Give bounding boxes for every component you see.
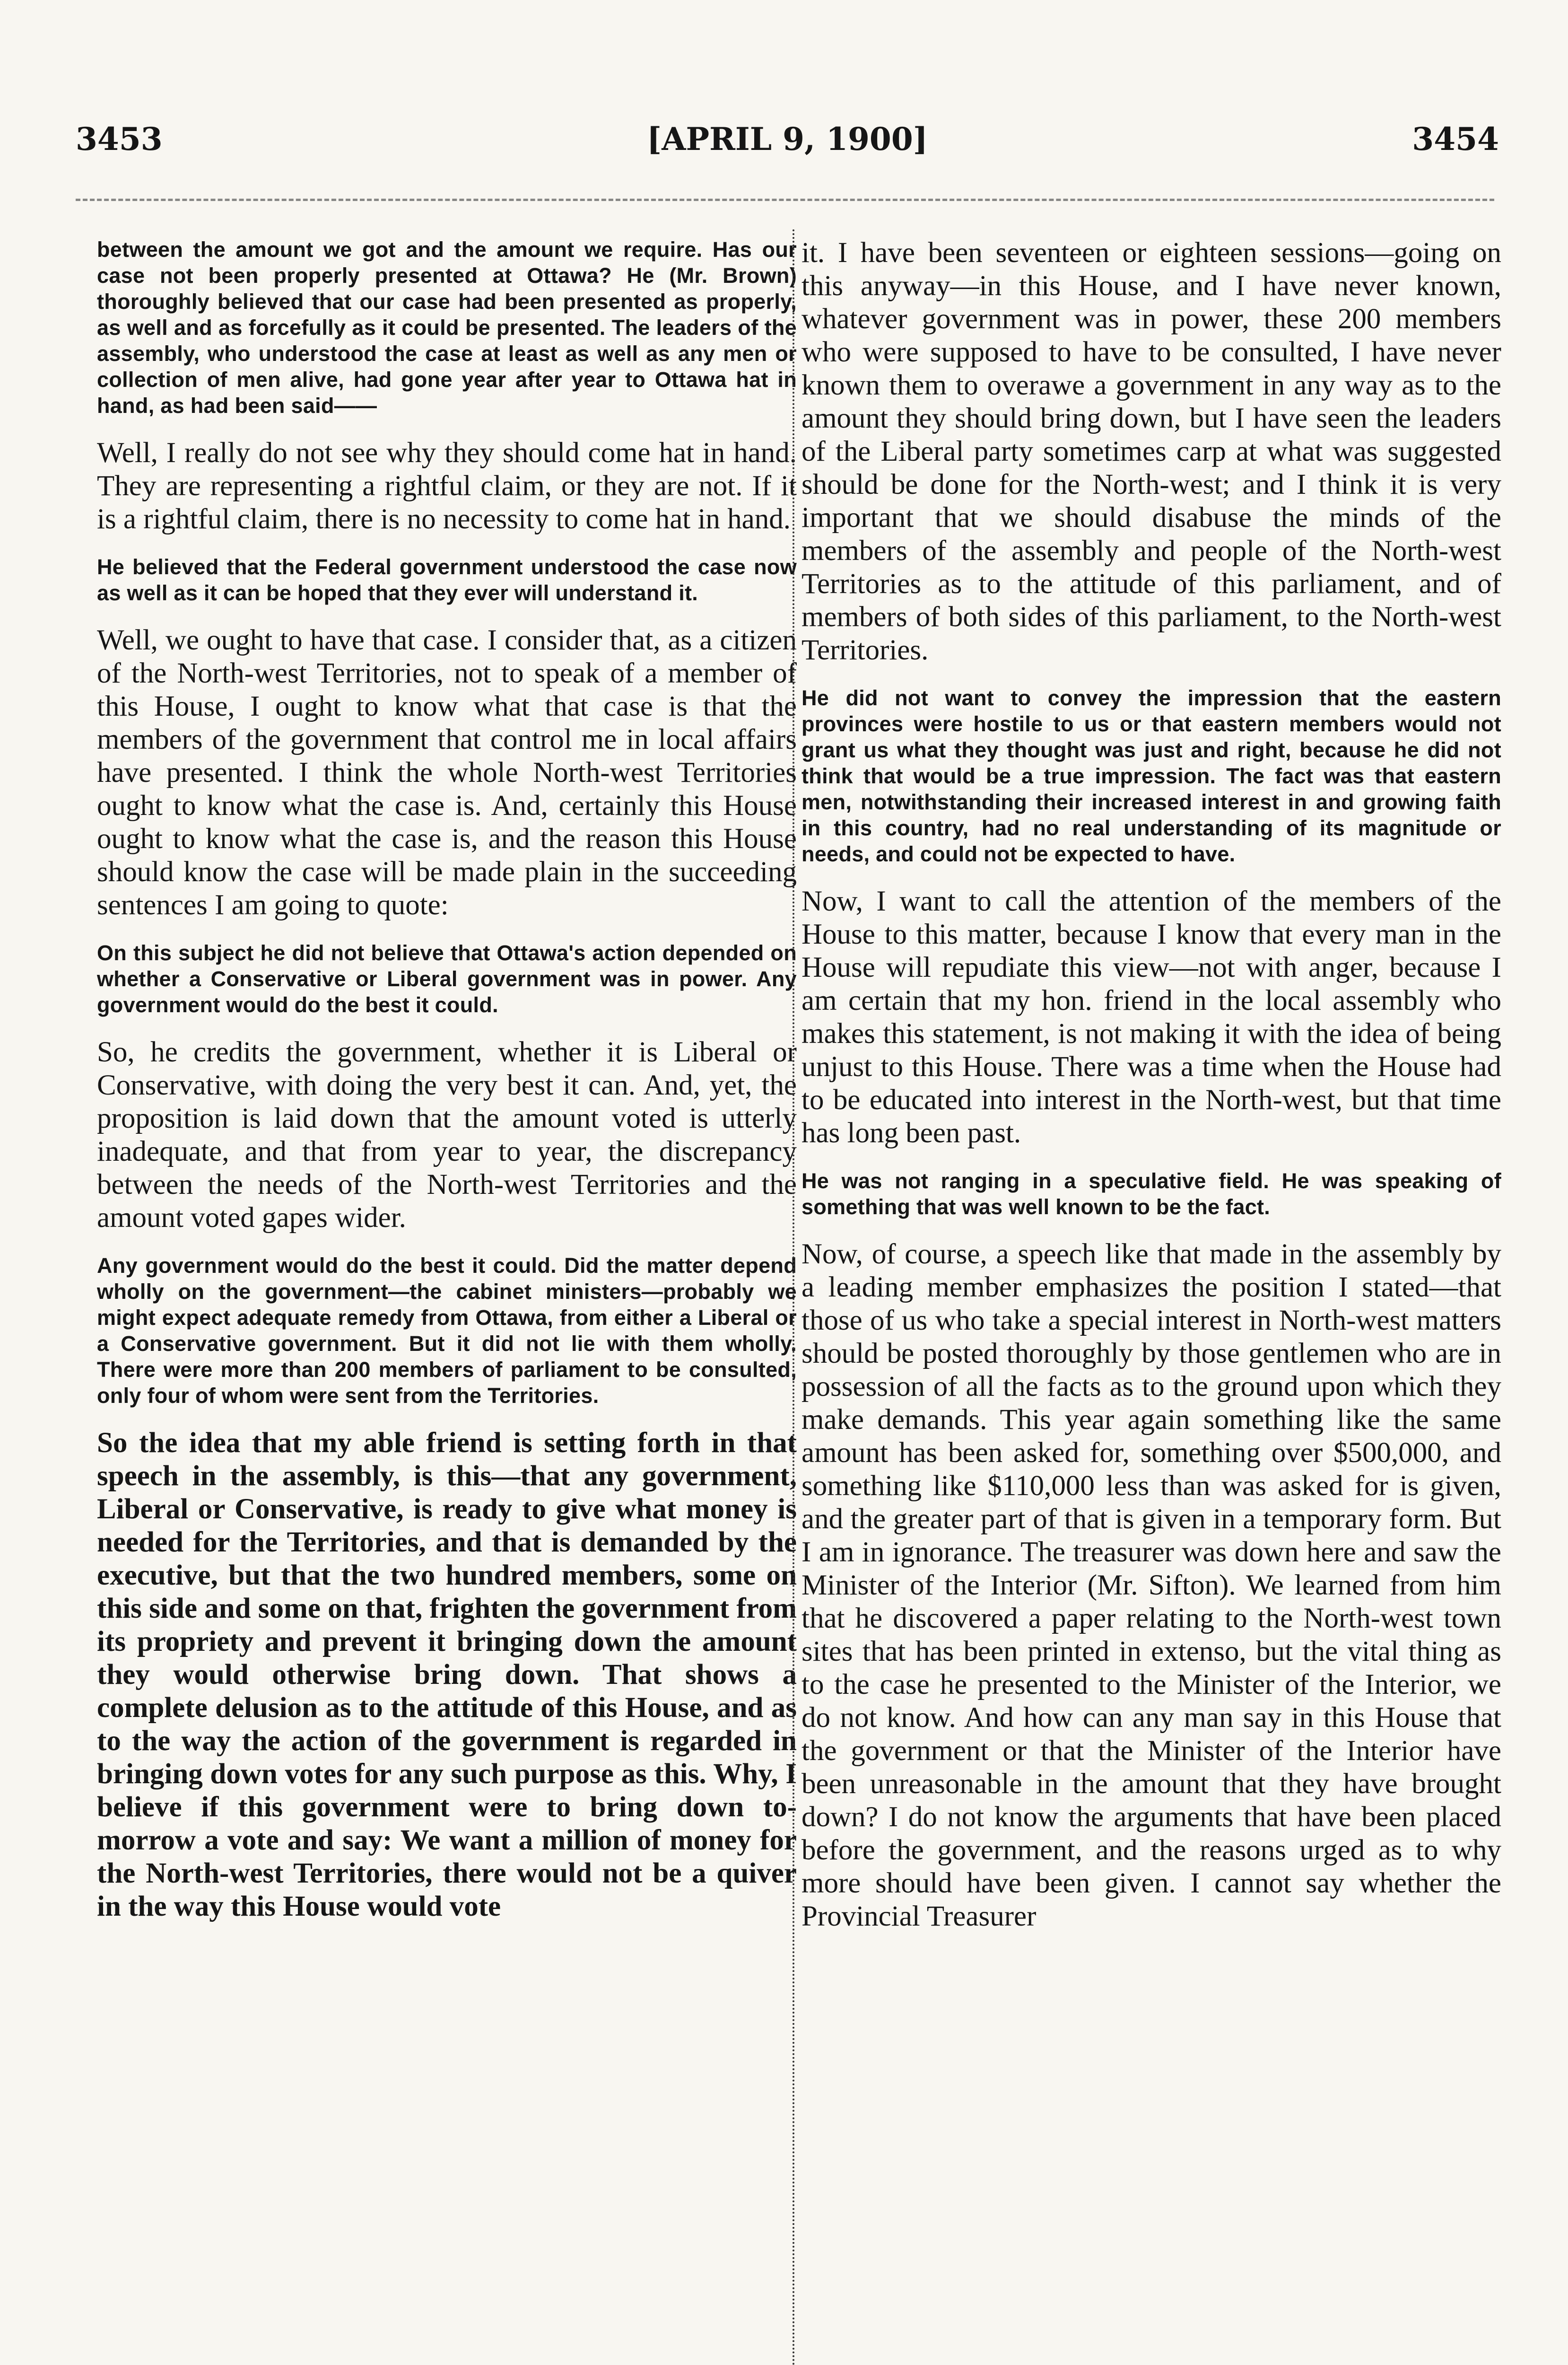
paragraph: He believed that the Federal government understood the case now as well as it can be hoped that they ever will understand it. (97, 555, 797, 605)
paragraph: He was not ranging in a speculative field. He was speaking of something that was well known to be the fact. (801, 1169, 1501, 1219)
page-header (76, 121, 1499, 173)
paragraph: between the amount we got and the amount we require. Has our case not been properly presented at Ottawa? He (Mr. Brown) thoroughly believed that our case had been presented as properly, as well and as forcefully as it could be presented. The leaders of the assembly, who understood the case at least as well as any men or collection of men alive, had gone year after year to Ottawa hat in hand, as had been said—— (97, 237, 797, 418)
paragraph: On this subject he did not believe that Ottawa's action depended on whether a Conservative or Liberal government was in power. Any government would do the best it could. (97, 941, 797, 1017)
paragraph: Now, I want to call the attention of the members of the House to this matter, because I know that every man in the House will repudiate this view—not with anger, because I am certain that my hon. friend in the local assembly who makes this statement, is not making it with the idea of being unjust to this House. There was a time when the House had to be educated into interest in the North-west, but that time has long been past. (801, 885, 1501, 1149)
page-number-right: 3454 (1412, 121, 1499, 158)
paragraph: Well, I really do not see why they should come hat in hand. They are representing a rightful claim, or they are not. If it is a rightful claim, there is no necessity to come hat in hand. (97, 437, 797, 535)
paragraph: Well, we ought to have that case. I consider that, as a citizen of the North-west Territories, not to speak of a member of this House, I ought to know what that case is that the members of the government that control me in local affairs have presented. I think the whole North-west Territories ought to know what the case is. And, certainly this House ought to know what the case is, and the reason this House should know the case will be made plain in the succeeding sentences I am going to quote: (97, 624, 797, 921)
paragraph: So the idea that my able friend is setting forth in that speech in the assembly, is this—that any government, Liberal or Conservative, is ready to give what money is needed for the Territories, and that is demanded by the executive, but that the two hundred members, some on this side and some on that, frighten the government from its propriety and prevent it bringing down the amount they would otherwise bring down. That shows a complete delusion as to the attitude of this House, and as to the way the action of the government is regarded in bringing down votes for any such purpose as this. Why, I believe if this government were to bring down to-morrow a vote and say: We want a million of money for the North-west Territories, there would not be a quiver in the way this House would vote (97, 1427, 797, 1922)
paragraph: Any government would do the best it could. Did the matter depend wholly on the government—the cabinet ministers—probably we might expect adequate remedy from Ottawa, from either a Liberal or a Conservative government. But it did not lie with them wholly. There were more than 200 members of parliament to be consulted, only four of whom were sent from the Territories. (97, 1253, 797, 1408)
right-column (801, 236, 1501, 2365)
column-divider (793, 229, 794, 2365)
left-column (97, 236, 797, 2365)
paragraph: it. I have been seventeen or eighteen sessions—going on this anyway—in this House, and I have never known, whatever government was in power, these 200 members who were supposed to have to be consulted, I have never known them to overawe a government in any way as to the amount they should bring down, but I have seen the leaders of the Liberal party sometimes carp at what was suggested should be done for the North-west; and I think it is very important that we should disabuse the minds of the members of the assembly and people of the North-west Territories as to the attitude of this parliament, and of members of both sides of this parliament, to the North-west Territories. (801, 237, 1501, 666)
page-date: [APRIL 9, 1900] (647, 121, 928, 158)
header-rule (76, 199, 1494, 201)
paragraph: He did not want to convey the impression that the eastern provinces were hostile to us or that eastern members would not grant us what they thought was just and right, because he did not think that would be a true impression. The fact was that eastern men, notwithstanding their increased interest in and growing faith in this country, had no real understanding of its magnitude or needs, and could not be expected to have. (801, 686, 1501, 866)
page-number-left: 3453 (76, 121, 163, 158)
paragraph: Now, of course, a speech like that made in the assembly by a leading member emphasizes the position I stated—that those of us who take a special interest in North-west matters should be posted thoroughly by those gentlemen who are in possession of all the facts as to the ground upon which they make demands. This year again something like the same amount has been asked for, something over $500,000, and something like $110,000 less than was asked for is given, and the greater part of that is given in a temporary form. But I am in ignorance. The treasurer was down here and saw the Minister of the Interior (Mr. Sifton). We learned from him that he discovered a paper relating to the North-west town sites that has been printed in extenso, but the vital thing as to the case he presented to the Minister of the Interior, we do not know. And how can any man say in this House that the government or that the Minister of the Interior have been unreasonable in the amount that they have brought down? I do not know the arguments that have been placed before the government, and the reasons urged as to why more should have been given. I cannot say whether the Provincial Treasurer (801, 1238, 1501, 1932)
paragraph: So, he credits the government, whether it is Liberal or Conservative, with doing the very best it can. And, yet, the proposition is laid down that the amount voted is utterly inadequate, and that from year to year, the discrepancy between the needs of the North-west Territories and the amount voted gapes wider. (97, 1036, 797, 1234)
